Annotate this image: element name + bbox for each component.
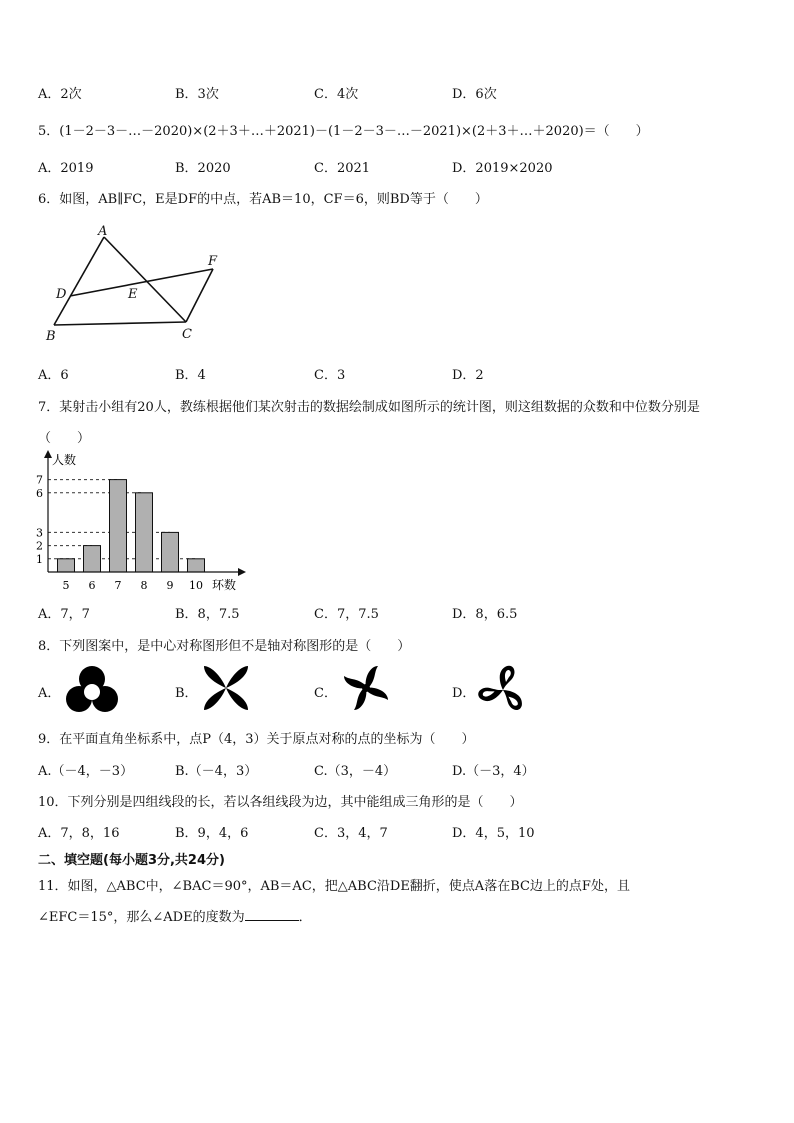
q11-stem-line1: 11．如图，△ABC中，∠BAC＝90°，AB＝AC，把△ABC沿DE翻折，使点A落在BC边上的点F处，且 [38,879,630,894]
pattern-c-pinwheel-icon [340,662,392,714]
q11-stem-line2 [38,906,312,925]
y-axis-label: 人数 [52,453,77,467]
x-axis-label: 环数 [212,578,237,592]
q5-option-a: A．2019 [38,161,94,176]
q5-option-d: D．2019×2020 [452,161,553,176]
label-b: B [46,329,56,344]
q8-option-b: B． [175,686,198,701]
y-tick-3: 3 [36,526,43,540]
q8-option-c: C． [314,686,337,701]
y-tick-7: 7 [36,473,43,487]
x-tick-10: 10 [189,579,203,592]
x-axis-arrow [238,568,246,576]
q11-line2-end: ． [298,910,312,925]
q6-options [38,364,758,384]
q4-option-c: C．4次 [314,87,359,102]
bar-6 [84,546,101,572]
q10-options [38,822,758,842]
q4-option-d: D．6次 [452,87,497,102]
q4-option-b: B．3次 [175,87,219,102]
q7-option-b: B．8，7.5 [175,607,240,622]
pattern-b-four-petal-icon [202,664,250,712]
q11-answer-blank[interactable] [245,908,299,921]
pattern-d-triple-ribbon-icon [476,662,530,716]
q10-option-b: B．9，4，6 [175,826,249,841]
bar-7 [110,480,127,572]
q7-stem-line1: 7．某射击小组有20人，教练根据他们某次射击的数据绘制成如图所示的统计图，则这组数据的众数和中位数分别是 [38,400,700,415]
segment-ac [104,237,186,322]
q9-option-d: D.（－3，4） [452,764,535,779]
q5-options [38,157,758,177]
q7-options [38,603,758,623]
q10-stem: 10．下列分别是四组线段的长，若以各组线段为边，其中能组成三角形的是（ ） [38,795,523,810]
q9-option-c: C.（3，－4） [314,764,397,779]
bar-9 [162,532,179,572]
label-d: D [56,287,67,302]
q10-option-d: D．4，5，10 [452,826,535,841]
segment-bc [54,322,186,325]
q9-stem: 9．在平面直角坐标系中，点P（4，3）关于原点对称的点的坐标为（ ） [38,732,475,747]
q4-option-a: A．2次 [38,87,82,102]
q9-option-b: B.（－4，3） [175,764,258,779]
bar-5 [58,559,75,572]
y-tick-6: 6 [36,486,43,500]
x-tick-8: 8 [140,579,148,592]
q5-option-c: C．2021 [314,161,371,176]
chart-bars [58,480,205,572]
q5-option-b: B．2020 [175,161,231,176]
q7-option-c: C．7，7.5 [314,607,379,622]
q4-options [38,83,758,103]
q6-stem: 6．如图，AB∥FC，E是DF的中点，若AB＝10，CF＝6，则BD等于（ ） [38,192,488,207]
bar-8 [136,493,153,572]
label-c: C [182,327,192,342]
label-f: F [208,254,218,269]
y-tick-1: 1 [36,552,43,566]
q7-option-a: A．7，7 [38,607,90,622]
q9-option-a: A.（－4，－3） [38,764,134,779]
label-e: E [128,287,138,302]
q11-line2-text: ∠EFC＝15°，那么∠ADE的度数为 [38,910,245,925]
q6-option-d: D．2 [452,368,484,383]
q8-option-a: A． [38,686,61,701]
q10-option-a: A．7，8，16 [38,826,120,841]
y-tick-2: 2 [36,539,43,553]
q6-option-b: B．4 [175,368,206,383]
x-tick-6: 6 [88,579,96,592]
q6-geometry-figure [40,222,230,344]
pattern-a-three-circle-icon [64,664,120,716]
q7-option-d: D．8，6.5 [452,607,518,622]
bar-10 [188,559,205,572]
q5-stem: 5．(1－2－3－…－2020)×(2＋3＋…＋2021)－(1－2－3－…－2021)×(2＋3＋…＋2020)＝（ ） [38,124,649,139]
q8-options [38,682,758,702]
q6-option-c: C．3 [314,368,346,383]
q6-option-a: A．6 [38,368,69,383]
section-2-title: 二、填空题(每小题3分,共24分) [38,853,225,868]
x-tick-5: 5 [62,579,70,592]
q7-stem-line2: （ ） [38,431,91,446]
x-tick-9: 9 [166,579,174,592]
segment-fc [186,269,213,322]
segment-ab [54,237,104,325]
q7-bar-chart [30,448,250,596]
q8-stem: 8．下列图案中，是中心对称图形但不是轴对称图形的是（ ） [38,639,411,654]
segment-df [70,269,213,296]
q8-option-d: D． [452,686,476,701]
x-tick-7: 7 [114,579,122,592]
q9-options [38,760,758,780]
q10-option-c: C．3，4，7 [314,826,388,841]
label-a: A [98,224,108,239]
y-axis-arrow [44,450,52,458]
